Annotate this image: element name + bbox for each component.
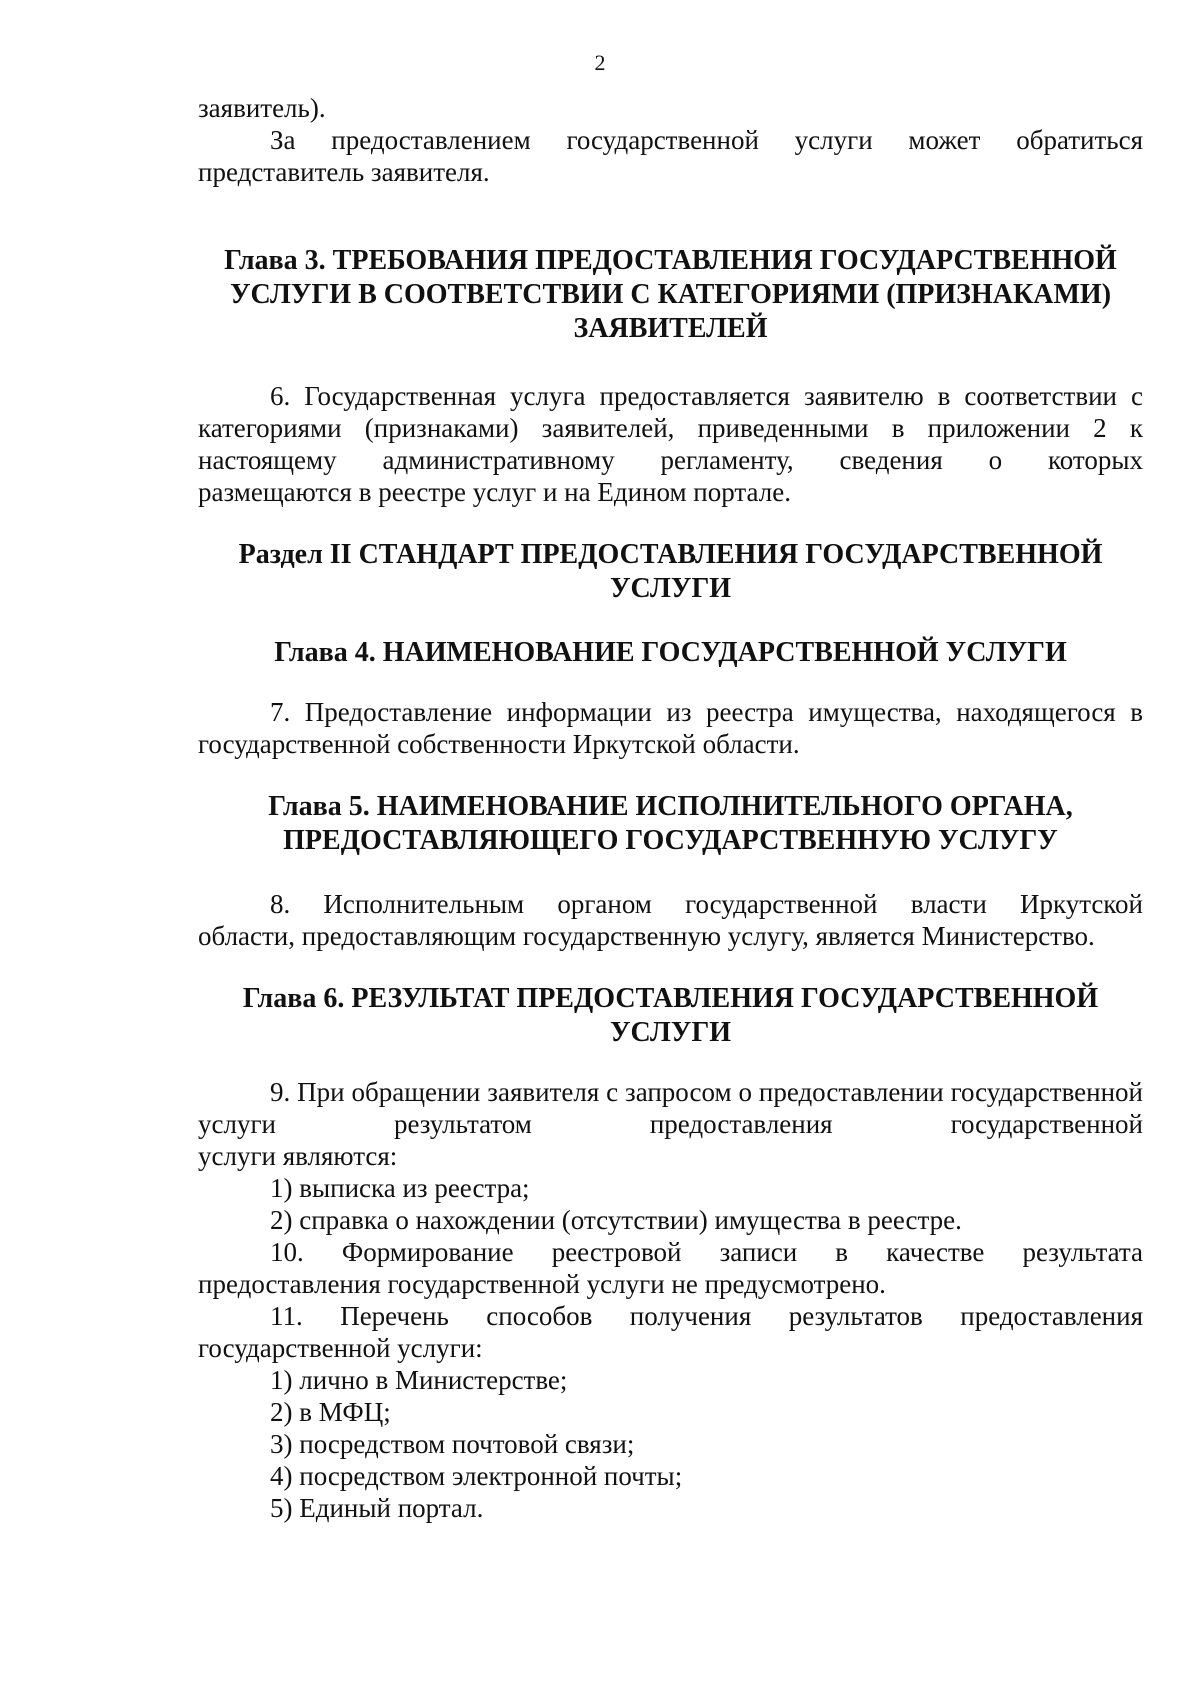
list-item: 1) лично в Министерстве; (270, 1365, 568, 1395)
paragraph-10-last-line: предоставления государственной услуги не предусмотрено. (198, 1269, 886, 1299)
list-item: 5) Единый портал. (270, 1493, 484, 1523)
paragraph-11-body: 11. Перечень способов получения результатов предоставления (270, 1301, 1143, 1331)
representative-line1: За предоставлением государственной услуги может обратиться (270, 125, 1143, 155)
section-2-heading: Раздел II СТАНДАРТ ПРЕДОСТАВЛЕНИЯ ГОСУДАРСТВЕННОЙ УСЛУГИ (238, 539, 1103, 604)
paragraph-10-body: 10. Формирование реестровой записи в качестве результата (270, 1237, 1143, 1267)
list-item: 2) в МФЦ; (270, 1397, 391, 1427)
paragraph-9-body: 9. При обращении заявителя с запросом о предоставлении государственной услуги результатом предоставления государственной (198, 1077, 1143, 1139)
list-item: 1) выписка из реестра; (270, 1173, 530, 1203)
list-item: 4) посредством электронной почты; (270, 1461, 683, 1491)
paragraph-6-last-line: размещаются в реестре услуг и на Едином портале. (198, 477, 791, 507)
chapter-5-heading: Глава 5. НАИМЕНОВАНИЕ ИСПОЛНИТЕЛЬНОГО ОРГАНА, ПРЕДОСТАВЛЯЮЩЕГО ГОСУДАРСТВЕННУЮ УСЛУГУ (268, 791, 1073, 856)
chapter-6-heading: Глава 6. РЕЗУЛЬТАТ ПРЕДОСТАВЛЕНИЯ ГОСУДАРСТВЕННОЙ УСЛУГИ (242, 983, 1099, 1048)
chapter-3-heading: Глава 3. ТРЕБОВАНИЯ ПРЕДОСТАВЛЕНИЯ ГОСУДАРСТВЕННОЙ УСЛУГИ В СООТВЕТСТВИИ С КАТЕГОРИЯМИ (ПРИЗНАКАМИ) ЗАЯВИТЕЛЕЙ (224, 245, 1117, 344)
page-number: 2 (594, 50, 606, 75)
paragraph-6-body: 6. Государственная услуга предоставляется заявителю в соответствии с категориями (признаками) заявителей, приведенными в приложении 2 к настоящему административному регламенту, сведения о которых (198, 381, 1143, 475)
representative-line2: представитель заявителя. (198, 157, 490, 187)
list-item: 2) справка о нахождении (отсутствии) имущества в реестре. (270, 1205, 962, 1235)
paragraph-7-last-line: государственной собственности Иркутской области. (198, 729, 800, 759)
chapter-4-heading: Глава 4. НАИМЕНОВАНИЕ ГОСУДАРСТВЕННОЙ УСЛУГИ (274, 637, 1067, 668)
paragraph-11-last-line: государственной услуги: (198, 1333, 483, 1363)
paragraph-8-last-line: области, предоставляющим государственную услугу, является Министерство. (198, 921, 1095, 951)
paragraph-8-body: 8. Исполнительным органом государственной власти Иркутской (270, 889, 1143, 919)
document-body (198, 92, 1143, 1524)
paragraph-7-body: 7. Предоставление информации из реестра имущества, находящегося в (270, 697, 1143, 727)
paragraph-9-last-line: услуги являются: (198, 1141, 398, 1171)
intro-continuation: заявитель). (198, 93, 326, 123)
list-item: 3) посредством почтовой связи; (270, 1429, 635, 1459)
